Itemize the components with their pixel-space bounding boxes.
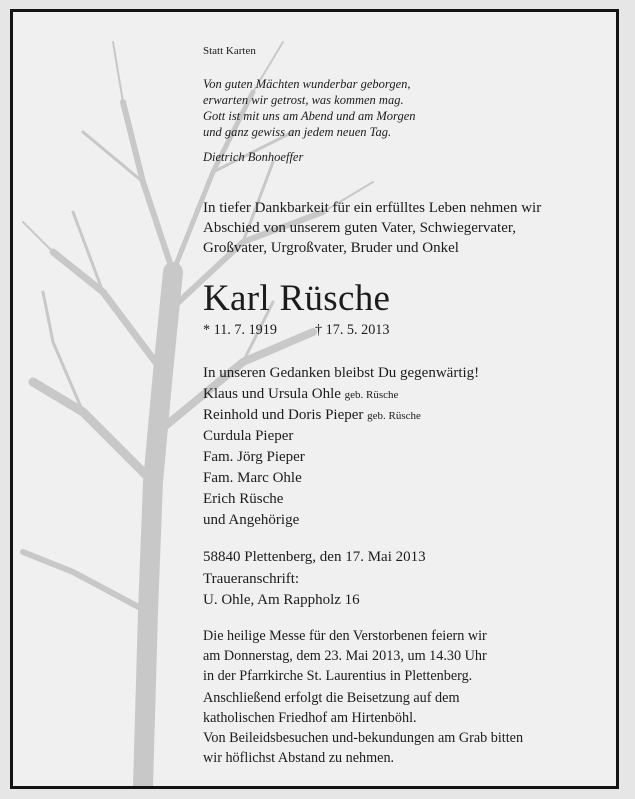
poem-line: und ganz gewiss an jedem neuen Tag. xyxy=(203,125,392,139)
address: U. Ohle, Am Rappholz 16 xyxy=(203,592,360,608)
location-date: 58840 Plettenberg, den 17. Mai 2013 xyxy=(203,549,426,565)
mourner-name: und Angehörige xyxy=(203,512,300,528)
mourner-name: Fam. Marc Ohle xyxy=(203,470,302,486)
service-line: Die heilige Messe für den Verstorbenen feiern wir xyxy=(203,628,487,644)
intro-line: Großvater, Urgroßvater, Bruder und Onkel xyxy=(203,240,459,256)
service-line: Anschließend erfolgt die Beisetzung auf dem xyxy=(203,690,460,706)
poem-line: erwarten wir getrost, was kommen mag. xyxy=(203,93,404,107)
mourner-name: Reinhold und Doris Pieper geb. Rüsche xyxy=(203,407,421,423)
poem-line: Von guten Mächten wunderbar geborgen, xyxy=(203,77,411,91)
notice-text xyxy=(203,12,613,782)
service-line: am Donnerstag, dem 23. Mai 2013, um 14.30 Uhr xyxy=(203,648,487,664)
death-date: † 17. 5. 2013 xyxy=(315,322,390,338)
obituary-notice xyxy=(10,9,619,789)
service-line: in der Pfarrkirche St. Laurentius in Plettenberg. xyxy=(203,668,473,684)
mourner-name: Klaus und Ursula Ohle geb. Rüsche xyxy=(203,386,399,402)
intro-line: In tiefer Dankbarkeit für ein erfülltes Leben nehmen wir xyxy=(203,200,542,216)
poem-author: Dietrich Bonhoeffer xyxy=(203,150,304,164)
intro-line: Abschied von unserem guten Vater, Schwiegervater, xyxy=(203,220,517,236)
mourner-motto: In unseren Gedanken bleibst Du gegenwärtig! xyxy=(203,365,480,381)
deceased-name: Karl Rüsche xyxy=(203,278,391,319)
service-line: katholischen Friedhof am Hirtenböhl. xyxy=(203,710,417,726)
service-line: wir höflichst Abstand zu nehmen. xyxy=(203,750,395,766)
poem-line: Gott ist mit uns am Abend und am Morgen xyxy=(203,109,416,123)
service-line: Von Beileidsbesuchen und-bekundungen am Grab bitten xyxy=(203,730,524,746)
mourner-name: Fam. Jörg Pieper xyxy=(203,449,305,465)
address-label: Traueranschrift: xyxy=(203,571,300,587)
birth-date: * 11. 7. 1919 xyxy=(203,322,277,338)
statt-karten-label: Statt Karten xyxy=(203,45,256,57)
mourner-name: Erich Rüsche xyxy=(203,491,284,507)
mourner-name: Curdula Pieper xyxy=(203,428,294,444)
